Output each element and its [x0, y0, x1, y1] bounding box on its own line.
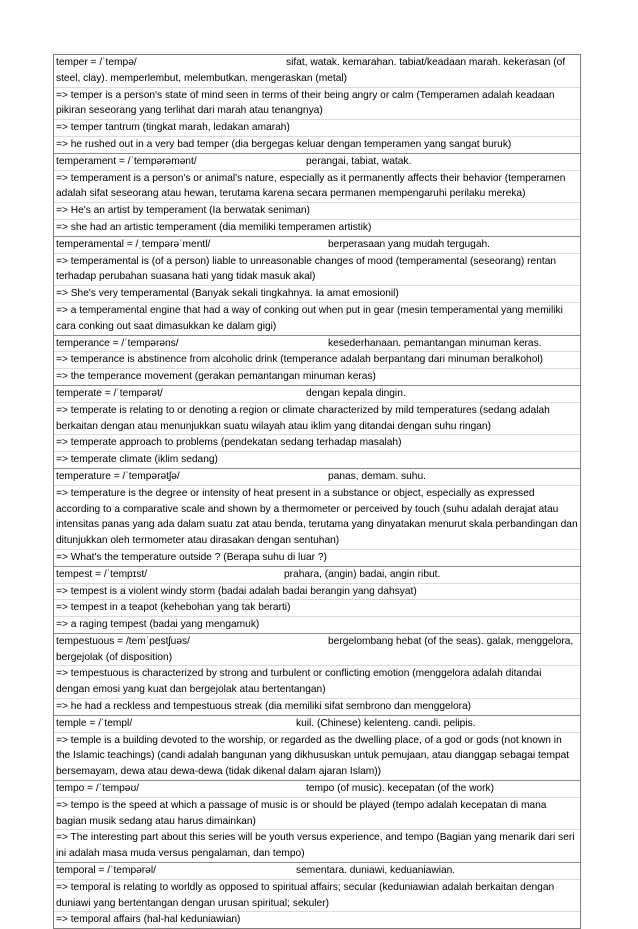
example-line: => temporal is relating to worldly as opposed to spiritual affairs; secular (keduniawian adalah berkaitan dengan duniawi yang bertentangan dengan urusan spiritual; sekuler) — [54, 879, 580, 912]
example-line: => temperance is abstinence from alcoholic drink (temperance adalah berpantang dari minuman beralkohol) — [54, 351, 580, 368]
gloss: berperasaan yang mudah tergugah. — [328, 238, 490, 250]
example-line: => temperament is a person's or animal's nature, especially as it permanently affects their behavior (temperamen adalah sifat seseorang atau hewan, terutama karena secara permanen mempengaruhi perilaku mereka) — [54, 170, 580, 203]
example-line: => tempest is a violent windy storm (badai adalah badai berangin yang dahsyat) — [54, 583, 580, 600]
entry-temperance — [54, 335, 580, 385]
gloss: perangai, tabiat, watak. — [306, 155, 412, 167]
example-line: => She's very temperamental (Banyak sekali tingkahnya. Ia amat emosionil) — [54, 285, 580, 302]
entry-temperament — [54, 153, 580, 236]
entry-temple — [54, 715, 580, 780]
example-line: => a temperamental engine that had a way of conking out when put in gear (mesin temperamental yang memiliki cara conking out saat dimasukkan ke dalam gigi) — [54, 302, 580, 335]
example-line: => temperamental is (of a person) liable to unreasonable changes of mood (temperamental (seseorang) rentan terhadap perubahan suasana hati yang tidak masuk akal) — [54, 253, 580, 286]
example-line: => temperate approach to problems (pendekatan sedang terhadap masalah) — [54, 434, 580, 451]
entry-temporal — [54, 862, 580, 928]
entry-heading — [54, 55, 580, 87]
gloss: dengan kepala dingin. — [306, 387, 406, 399]
gloss: sifat, watak. kemarahan. tabiat/keadaan marah. kekerasan (of steel, clay). memperlembut, melembutkan. mengeraskan (metal) — [56, 57, 566, 84]
entry-heading — [54, 863, 580, 879]
entry-heading — [54, 634, 580, 666]
gloss: kesederhanaan. pemantangan minuman keras. — [328, 337, 542, 349]
entry-heading — [54, 154, 580, 170]
headword: temporal = /ˈtempərəl/ — [56, 865, 156, 877]
example-line: => he had a reckless and tempestuous streak (dia memiliki sifat sembrono dan menggelora) — [54, 698, 580, 715]
example-line: => The interesting part about this series will be youth versus experience, and tempo (Bagian yang menarik dari seri ini adalah masa muda versus pengalaman, dan tempo) — [54, 829, 580, 862]
gloss: tempo (of music). kecepatan (of the work) — [306, 783, 494, 795]
example-line: => a raging tempest (badai yang mengamuk) — [54, 616, 580, 633]
example-line: => tempo is the speed at which a passage of music is or should be played (tempo adalah kecepatan di mana bagian musik sedang atau harus dimainkan) — [54, 797, 580, 830]
entry-heading — [54, 336, 580, 352]
gloss: panas, demam. suhu. — [328, 470, 426, 482]
headword: tempo = /ˈtempəʊ/ — [56, 783, 140, 795]
example-line: => temperature is the degree or intensity of heat present in a substance or object, especially as expressed according to a comparative scale and shown by a thermometer or perceived by touch (suhu adalah derajat atau intensitas panas yang ada dalam suatu zat atau benda, terutama yang dinyatakan menurut skala perbandingan dan ditunjukkan oleh termometer atau dirasakan dengan sentuhan) — [54, 485, 580, 549]
entry-heading — [54, 386, 580, 402]
entry-temperature — [54, 468, 580, 566]
entry-temperate — [54, 385, 580, 468]
headword: tempest = /ˈtempɪst/ — [56, 568, 148, 580]
headword: temperamental = /ˌtempərəˈmentl/ — [56, 238, 211, 250]
example-line: => tempestuous is characterized by strong and turbulent or conflicting emotion (menggelora adalah ditandai dengan emosi yang kuat dan bergejolak atau bertentangan) — [54, 665, 580, 698]
example-line: => temper is a person's state of mind seen in terms of their being angry or calm (Temperamen adalah keadaan pikiran seseorang yang terlihat dari marah atau tenangnya) — [54, 87, 580, 120]
example-line: => temperate climate (iklim sedang) — [54, 451, 580, 468]
example-line: => she had an artistic temperament (dia memiliki temperamen artistik) — [54, 219, 580, 236]
entry-heading — [54, 567, 580, 583]
headword: temperance = /ˈtempərəns/ — [56, 337, 179, 349]
example-line: => temporal affairs (hal-hal keduniawian) — [54, 911, 580, 928]
headword: temperament = /ˈtempərəmənt/ — [56, 155, 197, 167]
entry-temper — [54, 55, 580, 153]
example-line: => What's the temperature outside ? (Berapa suhu di luar ?) — [54, 549, 580, 566]
gloss: sementara. duniawi, keduaniawian. — [296, 865, 456, 877]
gloss: bergelombang hebat (of the seas). galak, menggelora, bergejolak (of disposition) — [56, 635, 574, 663]
entry-tempo — [54, 780, 580, 862]
entry-tempestuous — [54, 633, 580, 715]
headword: temperate = /ˈtempərət/ — [56, 387, 163, 399]
headword: tempestuous = /temˈpestʃuəs/ — [56, 635, 190, 647]
dictionary-sheet — [53, 54, 581, 929]
headword: temperature = /ˈtempərətʃə/ — [56, 470, 180, 482]
example-line: => the temperance movement (gerakan pemantangan minuman keras) — [54, 368, 580, 385]
example-line: => temple is a building devoted to the worship, or regarded as the dwelling place, of a god or gods (not known in the Islamic teachings) (candi adalah bangunan yang dikhususkan untuk pemujaan, atau dianggap sebagai tempat bersemayam, dewa atau dewa-dewa (tidak dikenal dalam ajaran Islam)) — [54, 732, 580, 780]
entry-heading — [54, 781, 580, 797]
entry-heading — [54, 469, 580, 485]
example-line: => tempest in a teapot (kehebohan yang tak berarti) — [54, 599, 580, 616]
example-line: => he rushed out in a very bad temper (dia bergegas keluar dengan temperamen yang sangat buruk) — [54, 136, 580, 153]
entry-tempest — [54, 566, 580, 633]
entry-heading — [54, 237, 580, 253]
example-line: => He's an artist by temperament (Ia berwatak seniman) — [54, 202, 580, 219]
headword: temper = /ˈtempə/ — [56, 57, 137, 68]
entry-heading — [54, 716, 580, 732]
gloss: prahara, (angin) badai, angin ribut. — [284, 568, 441, 580]
gloss: kuil. (Chinese) kelenteng. candi. pelipis. — [296, 717, 476, 729]
example-line: => temperate is relating to or denoting a region or climate characterized by mild temperatures (sedang adalah berkaitan dengan atau menunjukkan suatu wilayah atau iklim yang ditandai dengan suhu ringan) — [54, 402, 580, 435]
example-line: => temper tantrum (tingkat marah, ledakan amarah) — [54, 119, 580, 136]
entry-temperamental — [54, 236, 580, 335]
headword: temple = /ˈtempl/ — [56, 717, 133, 729]
